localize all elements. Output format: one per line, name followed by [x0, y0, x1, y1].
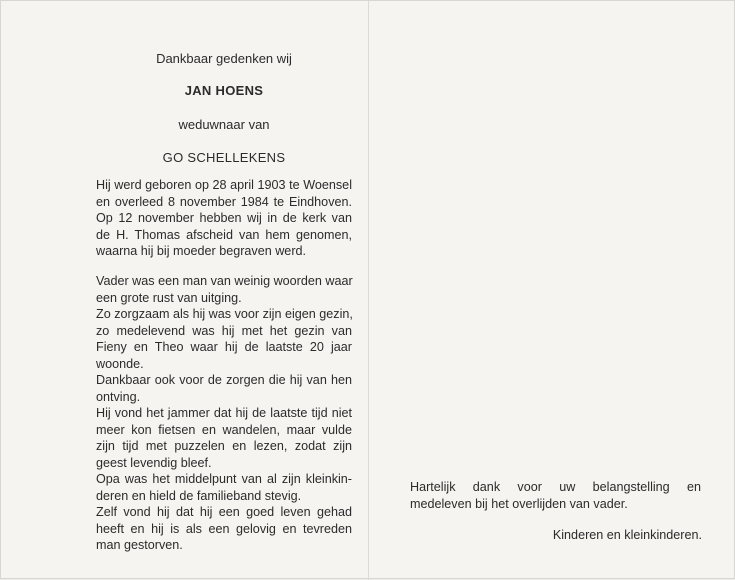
text-line: de H. Thomas afscheid van hem genomen,	[96, 227, 352, 242]
text-line: Vader was een man van weinig woorden waar	[96, 274, 353, 288]
text-line: Hij vond het jammer dat hij de laatste tijd niet	[96, 406, 352, 420]
character-paragraph	[96, 273, 352, 554]
text-line: medeleven bij het overlijden van vader.	[410, 497, 628, 511]
text-line: Opa was het middelpunt van al zijn kleinkin-	[96, 472, 352, 486]
text-line: zijn tijd met puzzelen en lezen, zodat zijn	[96, 439, 352, 453]
text-line: heeft en hij is als een gelovig en tevreden	[96, 521, 352, 536]
fold-line	[368, 1, 369, 580]
thanks-text	[410, 479, 701, 513]
text-line: waarna hij bij moeder begraven werd.	[96, 244, 307, 258]
text-line: Zelf vond hij dat hij een goed leven gehad	[96, 505, 352, 519]
text-line: ontving.	[96, 389, 141, 404]
text-line: geest levendig bleef.	[96, 455, 212, 470]
text-line: Op 12 november hebben wij in de kerk van	[96, 211, 352, 225]
text-line: Hartelijk dank voor uw belangstelling en	[410, 480, 701, 494]
relation-text: weduwnaar van	[178, 117, 270, 132]
text-line: man gestorven.	[96, 538, 183, 552]
text-line: meer kon fietsen en wandelen, maar vulde	[96, 422, 352, 437]
text-line: zo medelevend was hij met het gezin van	[96, 323, 352, 338]
biography-paragraph	[96, 177, 352, 260]
text-line: woonde.	[96, 356, 144, 371]
intro-text: Dankbaar gedenken wij	[156, 51, 292, 66]
deceased-name: JAN HOENS	[184, 83, 264, 98]
text-line: Dankbaar ook voor de zorgen die hij van hen	[96, 373, 352, 387]
text-line: Fieny en Theo waar hij de laatste 20 jaar	[96, 340, 352, 354]
signature: Kinderen en kleinkinderen.	[552, 528, 702, 542]
text-line: deren en hield de familieband stevig.	[96, 488, 302, 503]
text-line: een grote rust van uitging.	[96, 290, 242, 305]
text-line: Hij werd geboren op 28 april 1903 te Woensel	[96, 178, 352, 192]
spouse-name: GO SCHELLEKENS	[162, 150, 286, 165]
text-line: Zo zorgzaam als hij was voor zijn eigen gezin,	[96, 307, 353, 321]
text-line: en overleed 8 november 1984 te Eindhoven.	[96, 194, 352, 209]
